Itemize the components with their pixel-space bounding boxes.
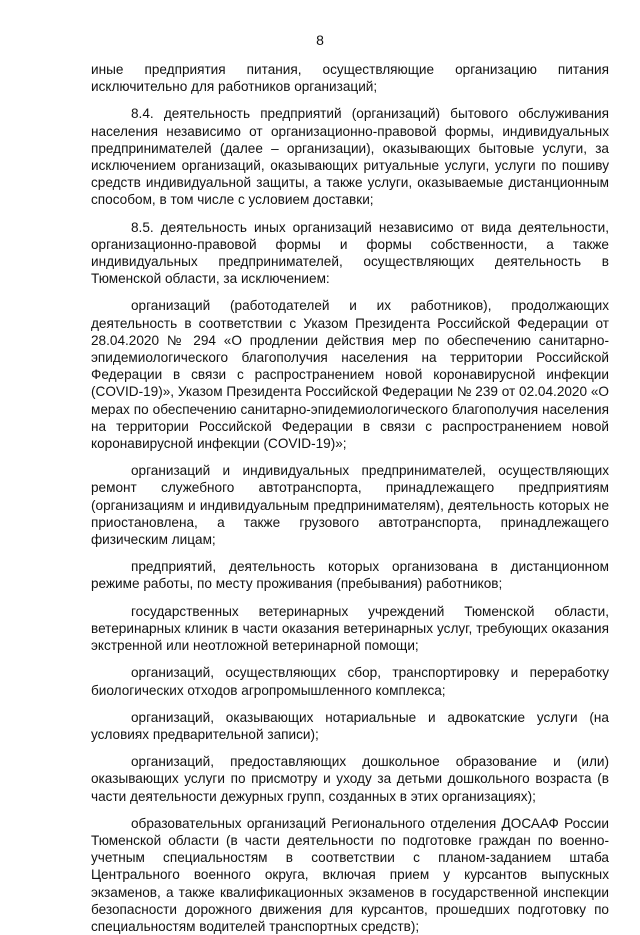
exception-item-preschool: организаций, предоставляющих дошкольное образование и (или) оказывающих услуги по присмотру и уходу за детьми дошкольного возраста (в части деятельности дежурных групп, созданных в этих организациях); <box>91 754 609 804</box>
page-number: 8 <box>316 32 324 48</box>
exception-item-veterinary: государственных ветеринарных учреждений Тюменской области, ветеринарных клиник в части оказания ветеринарных услуг, требующих оказания экстренной или неотложной ветеринарной помощи; <box>91 603 609 654</box>
exception-item-notary-lawyer: организаций, оказывающих нотариальные и адвокатские услуги (на условиях предварительной записи); <box>91 709 609 742</box>
paragraph-8-4: 8.4. деятельность предприятий (организаций) бытового обслуживания населения независимо от организационно-правовой формы, индивидуальных предпринимателей (далее – организации), оказывающих бытовые услуги, за исключением организаций, оказывающих ритуальные услуги, услуги по пошиву средств индивидуальной защиты, а также услуги, оказываемые дистанционным способом, в том числе с условием доставки; <box>91 106 609 208</box>
exception-item-biological-waste: организаций, осуществляющих сбор, транспортировку и переработку биологических отходов агропромышленного комплекса; <box>91 665 609 698</box>
exception-item-remote-work: предприятий, деятельность которых организована в дистанционном режиме работы, по месту проживания (пребывания) работников; <box>91 559 609 592</box>
exception-item-dosaaf: образовательных организаций Регионального отделения ДОСААФ России Тюменской области (в части деятельности по подготовке граждан по военно-учетным специальностям в соответствии с планом-заданием штаба Центрального военного округа, включая прием у курсантов выпускных экзаменов, а также квалификационных экзаменов в государственной инспекции безопасности дорожного движения для курсантов, прошедших подготовку по специальностям водителей транспортных средств); <box>91 815 609 934</box>
paragraph-8-5: 8.5. деятельность иных организаций независимо от вида деятельности, организационно-правовой формы и формы собственности, а также индивидуальных предпринимателей, осуществляющих деятельность в Тюменской области, за исключением: <box>91 219 609 287</box>
exception-item-vehicle-repair: организаций и индивидуальных предпринимателей, осуществляющих ремонт служебного автотранспорта, принадлежащего предприятиям (организациям и индивидуальным предпринимателям), деятельность которых не приостановлена, а также грузового автотранспорта, принадлежащего физическим лицам; <box>91 463 609 548</box>
exception-item-presidential-decrees: организаций (работодателей и их работников), продолжающих деятельность в соответствии с Указом Президента Российской Федерации от 28.04.2020 № 294 «О продлении действия мер по обеспечению санитарно-эпидемиологического благополучия населения на территории Российской Федерации в связи с распространением новой коронавирусной инфекции (COVID-19)», Указом Президента Российской Федерации № 239 от 02.04.2020 «О мерах по обеспечению санитарно-эпидемиологического благополучия населения на территории Российской Федерации в связи с распространением новой коронавирусной инфекции (COVID-19)»; <box>91 298 609 452</box>
paragraph-continuation: иные предприятия питания, осуществляющие организацию питания исключительно для работников организаций; <box>91 62 609 95</box>
document-body <box>91 61 609 935</box>
